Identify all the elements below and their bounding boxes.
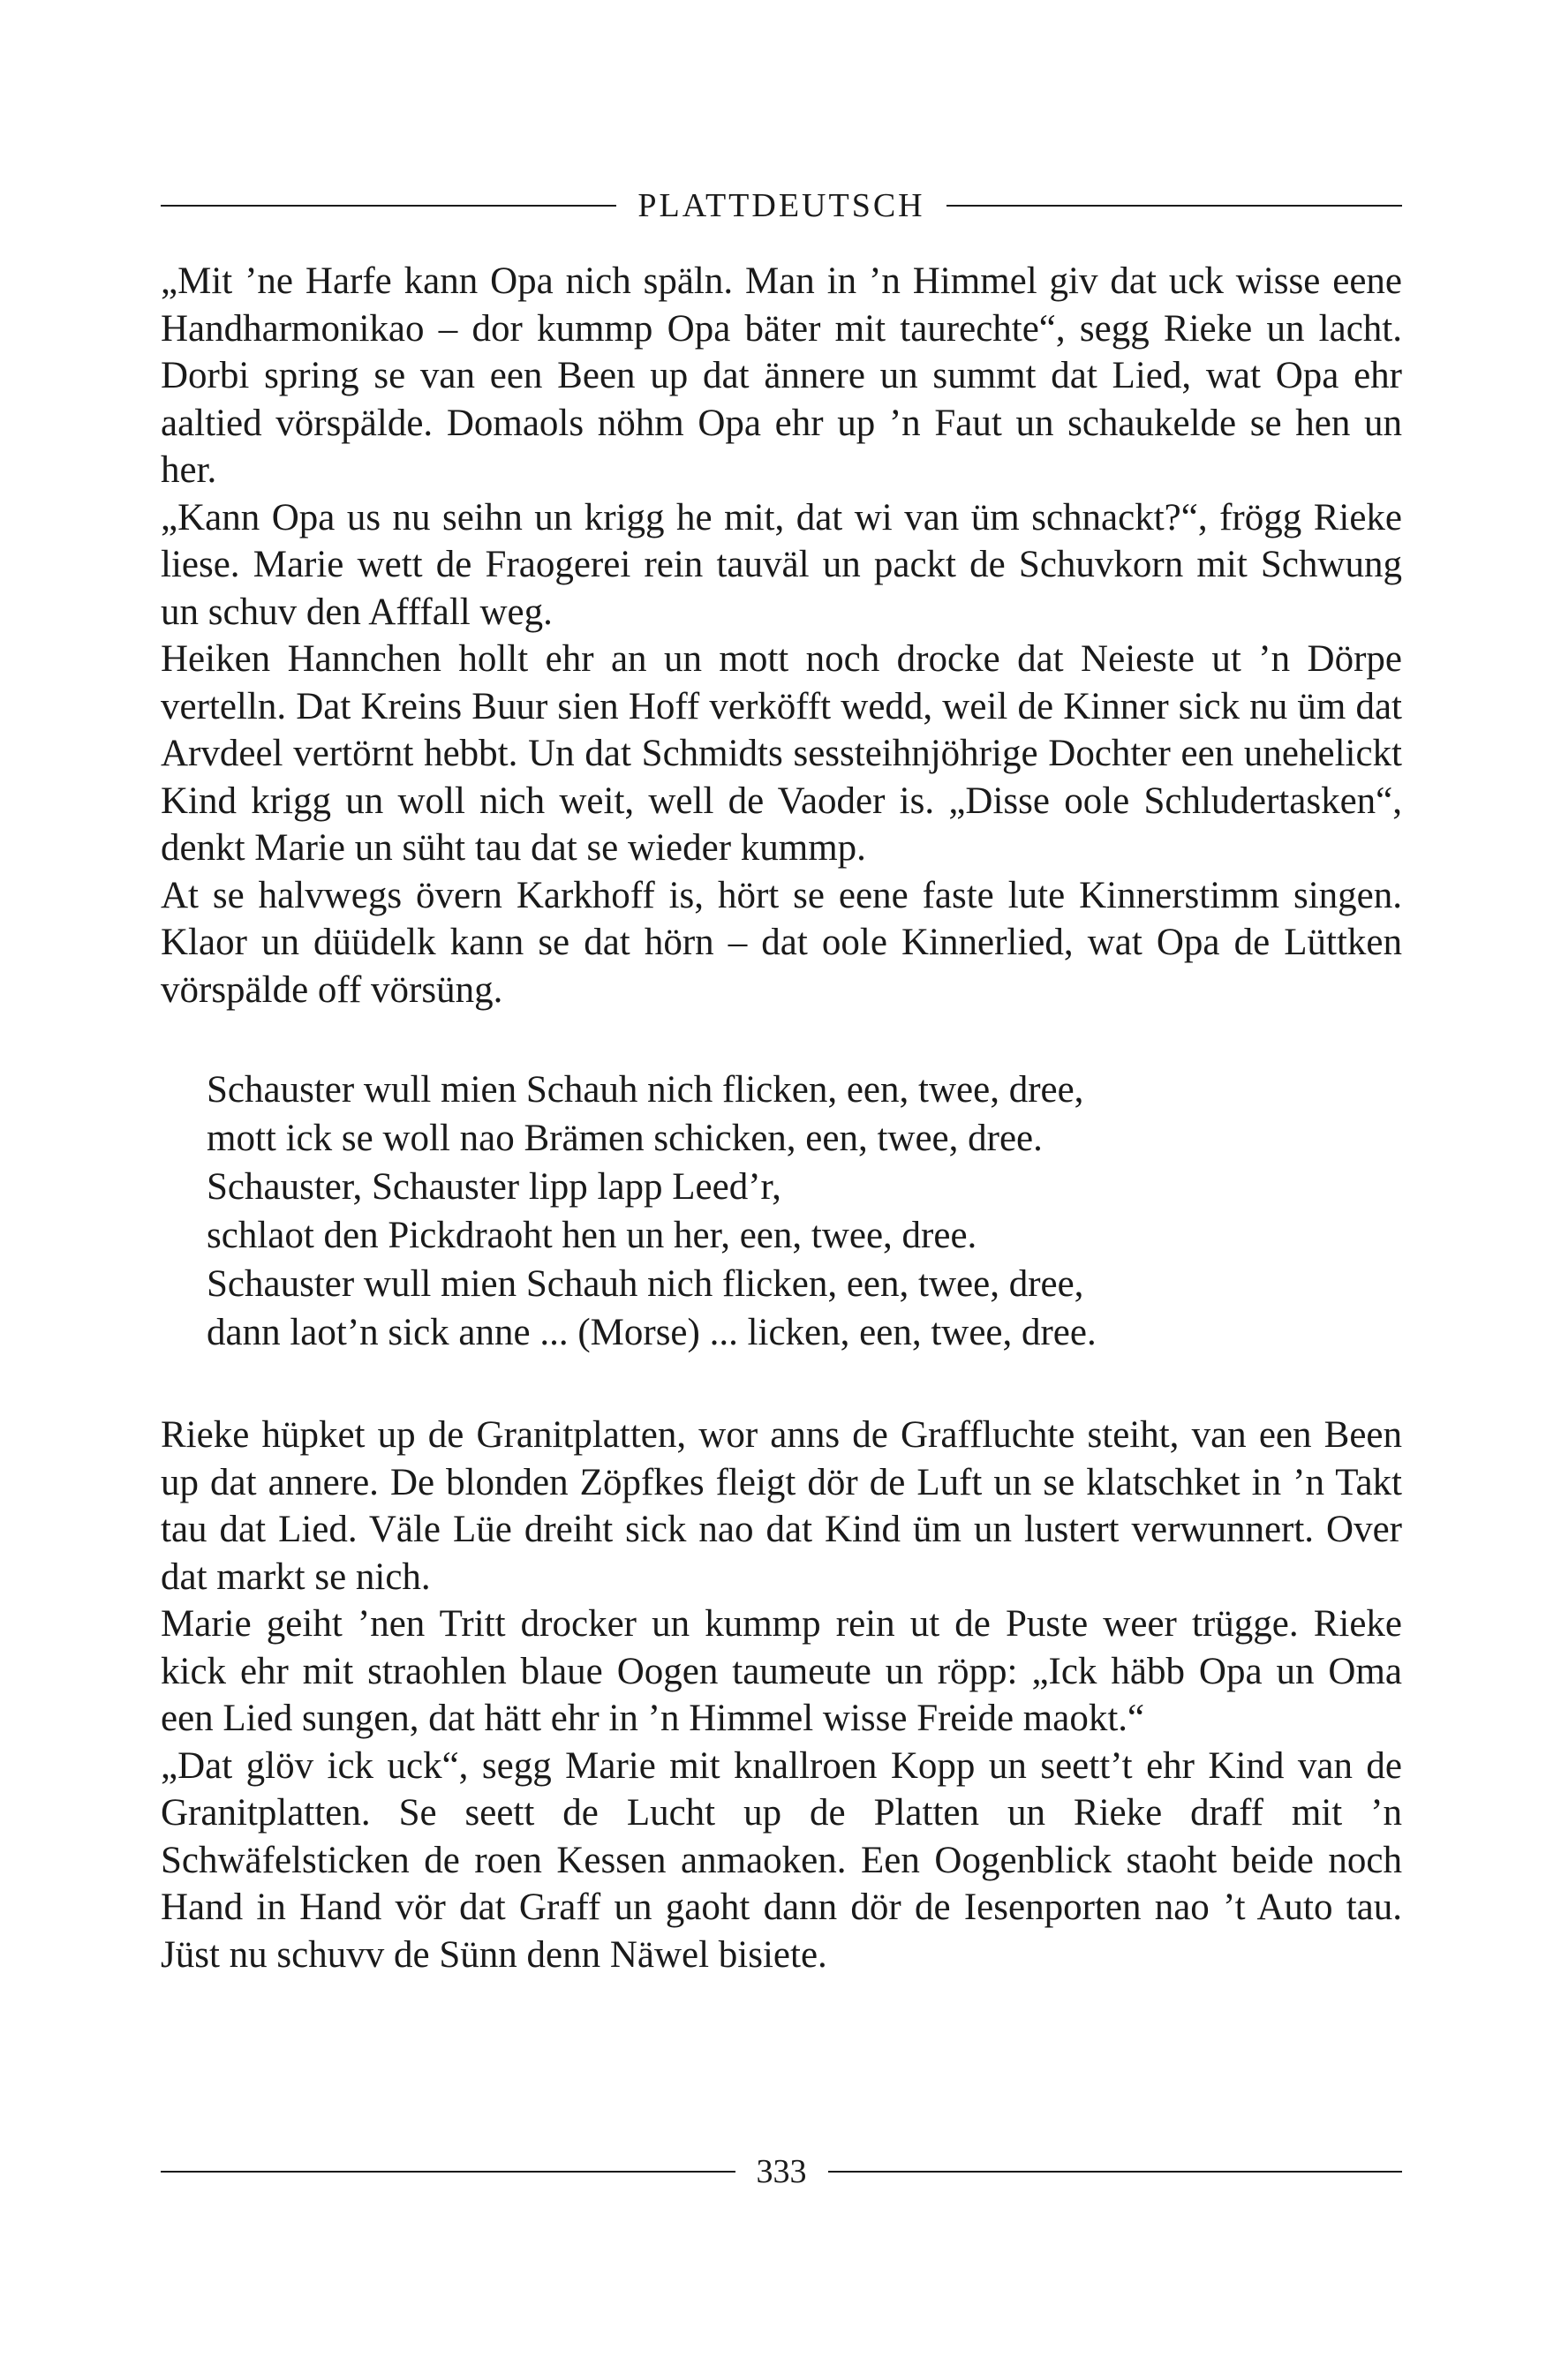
song-verse: [207, 1066, 1402, 1357]
header-rule-left: [161, 205, 616, 207]
paragraph: „Dat glöv ick uck“, segg Marie mit knallroen Kopp un seett’t ehr Kind van de Granitplatten. Se seett de Lucht up de Platten un Rieke draff mit ’n Schwäfelsticken de roen Kessen anmaoken. Een Oogenblick staoht beide noch Hand in Hand vör dat Graff un gaoht dann dör de Iesenporten nao ’t Auto tau. Jüst nu schuvv de Sünn denn Näwel bisiete.: [161, 1744, 1402, 1976]
verse-line: schlaot den Pickdraoht hen un her, een, twee, dree.: [207, 1215, 977, 1256]
verse-line: Schauster wull mien Schauh nich flicken, een, twee, dree,: [207, 1263, 1084, 1305]
book-page: [161, 0, 1402, 2380]
paragraph: Heiken Hannchen hollt ehr an un mott noch drocke dat Neieste ut ’n Dörpe vertelln. Dat Kreins Buur sien Hoff verköfft wedd, weil de Kinner sick nu üm dat Arvdeel vertörnt hebbt. Un dat Schmidts sessteihnjöhrige Dochter een unehelickt Kind krigg un woll nich weit, well de Vaoder is. „Disse oole Schludertasken“, denkt Marie un süht tau dat se wieder kummp.: [161, 638, 1402, 869]
paragraph: Rieke hüpket up de Granitplatten, wor anns de Graffluchte steiht, van een Been up dat annere. De blonden Zöpfkes fleigt dör de Luft un se klatschket in ’n Takt tau dat Lied. Väle Lüe dreiht sick nao dat Kind üm un lustert verwunnert. Over dat markt se nich.: [161, 1414, 1402, 1598]
verse-line: mott ick se woll nao Brämen schicken, een, twee, dree.: [207, 1118, 1043, 1159]
paragraph: At se halvwegs övern Karkhoff is, hört se eene faste lute Kinnerstimm singen. Klaor un düüdelk kann se dat hörn – dat oole Kinnerlied, wat Opa de Lüttken vörspälde off vörsüng.: [161, 874, 1402, 1011]
paragraph: „Kann Opa us nu seihn un krigg he mit, dat wi van üm schnackt?“, frögg Rieke liese. Marie wett de Fraogerei rein tauväl un packt de Schuvkorn mit Schwung un schuv den Afffall weg.: [161, 496, 1402, 633]
page-number: 333: [756, 2153, 807, 2190]
running-head-title: PLATTDEUTSCH: [637, 187, 925, 224]
verse-line: dann laot’n sick anne ... (Morse) ... licken, een, twee, dree.: [207, 1312, 1097, 1353]
footer-rule-right: [828, 2171, 1403, 2173]
paragraph: „Mit ’ne Harfe kann Opa nich späln. Man in ’n Himmel giv dat uck wisse eene Handharmonikao – dor kummp Opa bäter mit taurechte“, segg Rieke un lacht. Dorbi spring se van een Been up dat ännere un summt dat Lied, wat Opa ehr aaltied vörspälde. Domaols nöhm Opa ehr up ’n Faut un schaukelde se hen un her.: [161, 260, 1402, 491]
header-rule-right: [946, 205, 1402, 207]
verse-line: Schauster, Schauster lipp lapp Leed’r,: [207, 1166, 781, 1208]
body-text: [161, 258, 1402, 1978]
paragraph: Marie geiht ’nen Tritt drocker un kummp rein ut de Puste weer trügge. Rieke kick ehr mit straohlen blaue Oogen taumeute un röpp: „Ick häbb Opa un Oma een Lied sungen, dat hätt ehr in ’n Himmel wisse Freide maokt.“: [161, 1603, 1402, 1739]
verse-line: Schauster wull mien Schauh nich flicken, een, twee, dree,: [207, 1069, 1084, 1111]
footer-rule-left: [161, 2171, 735, 2173]
page-footer: [161, 2147, 1402, 2196]
running-head: [161, 181, 1402, 230]
